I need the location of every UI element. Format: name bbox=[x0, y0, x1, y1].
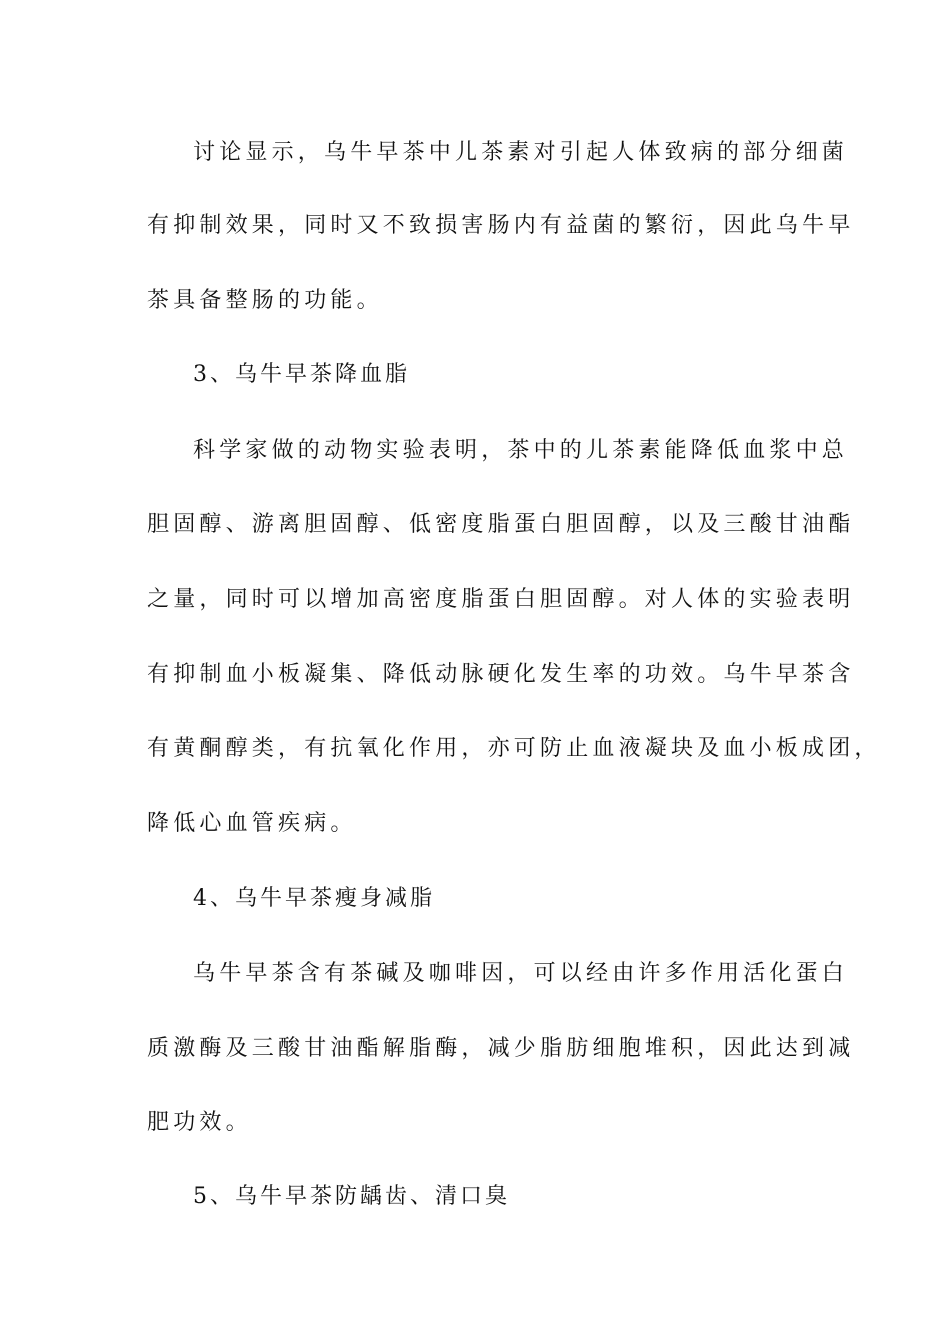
section-heading-4: 4、乌牛早茶瘦身减脂 bbox=[193, 886, 435, 911]
section-heading-3: 3、乌牛早茶降血脂 bbox=[193, 362, 410, 387]
paragraph-2-line-1: 科学家做的动物实验表明，茶中的儿茶素能降低血浆中总 bbox=[193, 438, 849, 463]
section-heading-5: 5、乌牛早茶防龋齿、清口臭 bbox=[193, 1184, 510, 1209]
paragraph-3-line-3: 肥功效。 bbox=[147, 1110, 252, 1135]
paragraph-3-line-1: 乌牛早茶含有茶碱及咖啡因，可以经由许多作用活化蛋白 bbox=[193, 961, 849, 986]
paragraph-2-line-3: 之量，同时可以增加高密度脂蛋白胆固醇。对人体的实验表明 bbox=[147, 587, 855, 612]
paragraph-2-line-2: 胆固醇、游离胆固醇、低密度脂蛋白胆固醇，以及三酸甘油酯 bbox=[147, 512, 855, 537]
paragraph-1-line-1: 讨论显示，乌牛早茶中儿茶素对引起人体致病的部分细菌 bbox=[193, 140, 849, 165]
paragraph-2-line-5: 有黄酮醇类，有抗氧化作用，亦可防止血液凝块及血小板成团， bbox=[147, 736, 881, 761]
paragraph-3-line-2: 质激酶及三酸甘油酯解脂酶，减少脂肪细胞堆积，因此达到减 bbox=[147, 1036, 855, 1061]
paragraph-1-line-2: 有抑制效果，同时又不致损害肠内有益菌的繁衍，因此乌牛早 bbox=[147, 213, 855, 238]
paragraph-2-line-4: 有抑制血小板凝集、降低动脉硬化发生率的功效。乌牛早茶含 bbox=[147, 662, 855, 687]
paragraph-1-line-3: 茶具备整肠的功能。 bbox=[147, 288, 383, 313]
paragraph-2-line-6: 降低心血管疾病。 bbox=[147, 811, 357, 836]
